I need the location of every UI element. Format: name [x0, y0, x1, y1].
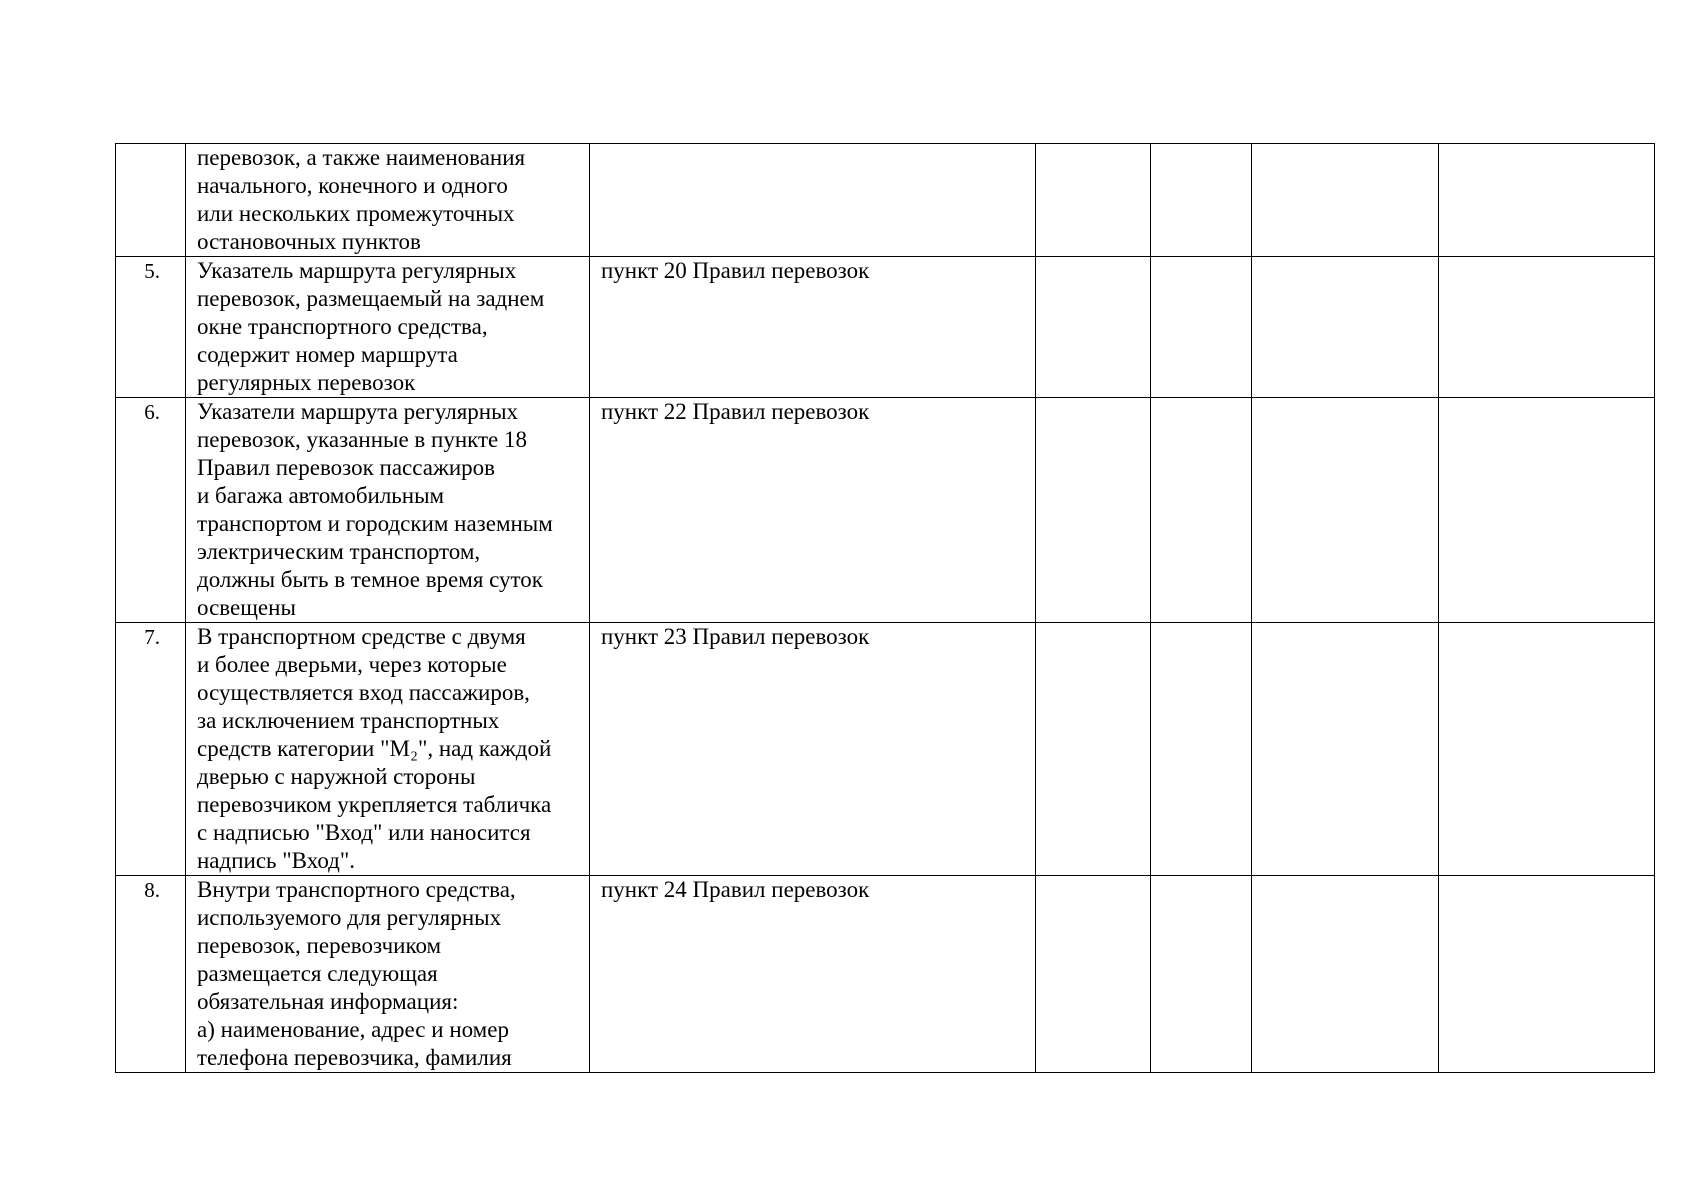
row-number: 6.	[144, 400, 160, 424]
row-number-cell	[116, 876, 186, 1073]
requirement-cell	[186, 623, 590, 876]
empty-cell	[1151, 623, 1252, 876]
requirement-line: надпись "Вход".	[197, 848, 356, 873]
requirement-line: средств категории "M₂", над каждой	[197, 736, 552, 761]
reference-text: пункт 22 Правил перевозок	[601, 399, 870, 424]
requirement-cell	[186, 257, 590, 398]
table-row	[116, 876, 1655, 1073]
reference-cell	[590, 398, 1036, 623]
requirement-line: телефона перевозчика, фамилия	[197, 1045, 512, 1070]
reference-cell	[590, 144, 1036, 257]
table-row	[116, 257, 1655, 398]
requirement-line: Указатель маршрута регулярных	[197, 258, 517, 283]
empty-cell	[1439, 144, 1655, 257]
requirement-cell	[186, 398, 590, 623]
empty-cell	[1252, 144, 1439, 257]
requirement-cell	[186, 876, 590, 1073]
empty-cell	[1252, 257, 1439, 398]
requirement-line: регулярных перевозок	[197, 370, 416, 395]
empty-cell	[1252, 876, 1439, 1073]
table-row	[116, 623, 1655, 876]
requirement-line: Указатели маршрута регулярных	[197, 399, 519, 424]
empty-cell	[1252, 623, 1439, 876]
requirement-line: должны быть в темное время суток	[197, 567, 543, 592]
reference-cell	[590, 623, 1036, 876]
requirement-line: а) наименование, адрес и номер	[197, 1017, 509, 1042]
empty-cell	[1439, 876, 1655, 1073]
requirement-line: В транспортном средстве с двумя	[197, 624, 526, 649]
empty-cell	[1151, 398, 1252, 623]
empty-cell	[1036, 257, 1151, 398]
requirement-line: дверью с наружной стороны	[197, 764, 476, 789]
requirement-line: перевозок, а также наименования	[197, 145, 526, 170]
row-number-cell	[116, 623, 186, 876]
requirement-line: освещены	[197, 595, 296, 620]
row-number: 5.	[144, 259, 160, 283]
table-row	[116, 144, 1655, 257]
row-number: 8.	[144, 878, 160, 902]
empty-cell	[1151, 144, 1252, 257]
requirement-cell	[186, 144, 590, 257]
empty-cell	[1439, 623, 1655, 876]
empty-cell	[1439, 398, 1655, 623]
requirement-line: перевозок, указанные в пункте 18	[197, 427, 528, 452]
reference-cell	[590, 257, 1036, 398]
empty-cell	[1439, 257, 1655, 398]
empty-cell	[1252, 398, 1439, 623]
requirement-line: обязательная информация:	[197, 989, 459, 1014]
requirement-line: содержит номер маршрута	[197, 342, 458, 367]
requirement-line: остановочных пунктов	[197, 229, 421, 254]
requirement-line: перевозок, перевозчиком	[197, 933, 442, 958]
table-row	[116, 398, 1655, 623]
empty-cell	[1036, 876, 1151, 1073]
requirement-line: окне транспортного средства,	[197, 314, 488, 339]
requirement-line: начального, конечного и одного	[197, 173, 508, 198]
empty-cell	[1036, 623, 1151, 876]
row-number: 7.	[144, 625, 160, 649]
empty-cell	[1151, 876, 1252, 1073]
row-number-cell	[116, 144, 186, 257]
row-number-cell	[116, 257, 186, 398]
row-number-cell	[116, 398, 186, 623]
requirement-line: перевозчиком укрепляется табличка	[197, 792, 552, 817]
requirement-line: транспортом и городским наземным	[197, 511, 553, 536]
checklist-table	[115, 143, 1655, 1073]
reference-text: пункт 23 Правил перевозок	[601, 624, 870, 649]
requirement-line: перевозок, размещаемый на заднем	[197, 286, 545, 311]
table-body	[116, 144, 1655, 1073]
reference-text: пункт 24 Правил перевозок	[601, 877, 870, 902]
requirement-line: за исключением транспортных	[197, 708, 500, 733]
requirement-line: Правил перевозок пассажиров	[197, 455, 496, 480]
requirement-line: осуществляется вход пассажиров,	[197, 680, 530, 705]
empty-cell	[1036, 144, 1151, 257]
requirement-line: Внутри транспортного средства,	[197, 877, 516, 902]
empty-cell	[1151, 257, 1252, 398]
requirement-line: электрическим транспортом,	[197, 539, 481, 564]
requirement-line: с надписью "Вход" или наносится	[197, 820, 531, 845]
requirement-line: размещается следующая	[197, 961, 438, 986]
requirement-line: используемого для регулярных	[197, 905, 502, 930]
requirement-line: и более дверьми, через которые	[197, 652, 507, 677]
requirement-line: и багажа автомобильным	[197, 483, 445, 508]
reference-text: пункт 20 Правил перевозок	[601, 258, 870, 283]
requirement-line: или нескольких промежуточных	[197, 201, 515, 226]
reference-cell	[590, 876, 1036, 1073]
empty-cell	[1036, 398, 1151, 623]
